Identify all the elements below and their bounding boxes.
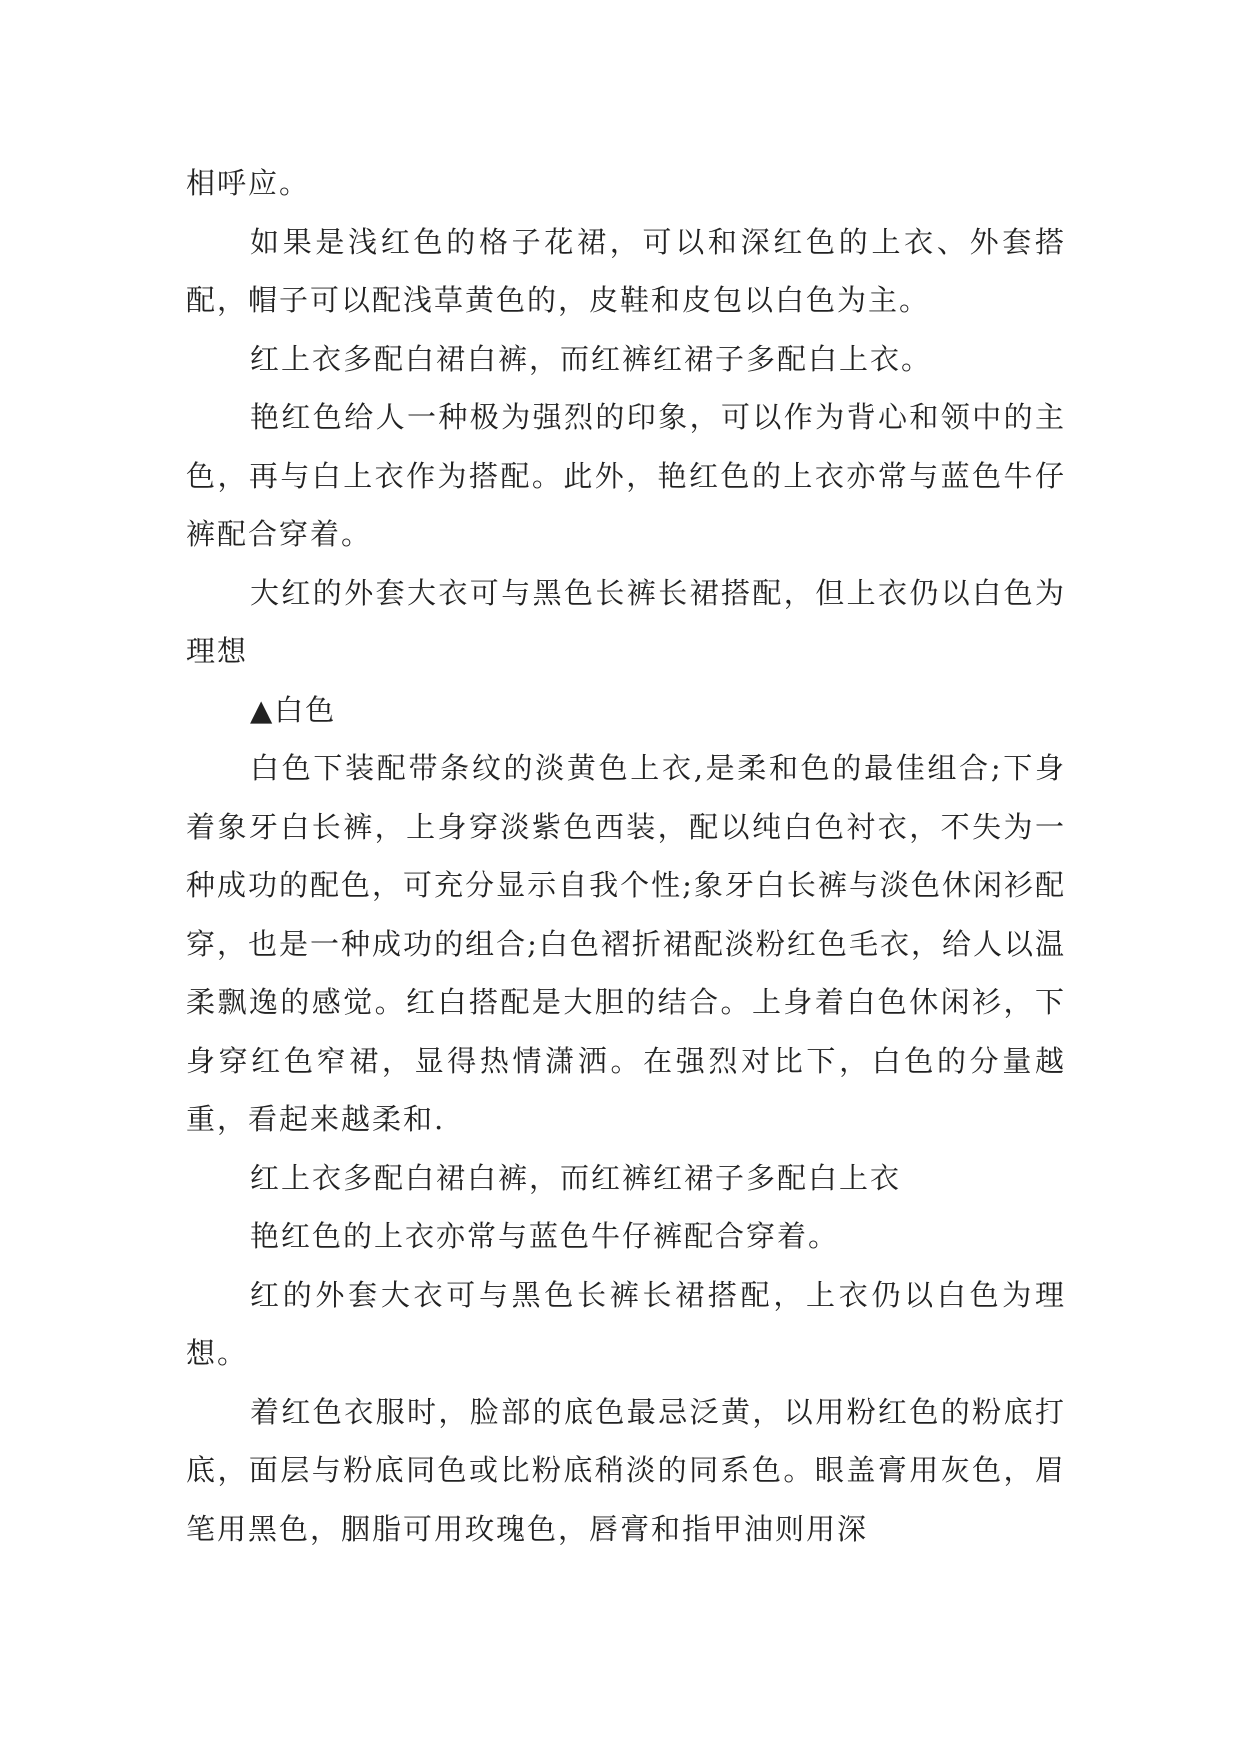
paragraph: 着红色衣服时，脸部的底色最忌泛黄，以用粉红色的粉底打底，面层与粉底同色或比粉底稍淡的同系色。眼盖膏用灰色，眉笔用黑色，胭脂可用玫瑰色，唇膏和指甲油则用深 [186, 1394, 1066, 1546]
section-heading: ▲白色 [250, 692, 337, 727]
paragraph: 红的外套大衣可与黑色长裤长裙搭配，上衣仍以白色为理想。 [186, 1277, 1066, 1370]
paragraph: 艳红色的上衣亦常与蓝色牛仔裤配合穿着。 [250, 1219, 840, 1253]
paragraph: 艳红色给人一种极为强烈的印象，可以作为背心和领中的主色，再与白上衣作为搭配。此外，艳红色的上衣亦常与蓝色牛仔裤配合穿着。 [186, 400, 1066, 551]
paragraph: 红上衣多配白裙白裤，而红裤红裙子多配白上衣。 [250, 341, 933, 376]
paragraph: 相呼应。 [186, 166, 311, 200]
paragraph: 如果是浅红色的格子花裙，可以和深红色的上衣、外套搭配，帽子可以配浅草黄色的，皮鞋和皮包以白色为主。 [186, 224, 1066, 317]
paragraph: 大红的外套大衣可与黑色长裤长裙搭配，但上衣仍以白色为理想 [186, 575, 1066, 668]
paragraph: 白色下装配带条纹的淡黄色上衣,是柔和色的最佳组合;下身着象牙白长裤，上身穿淡紫色西装，配以纯白色衬衣，不失为一种成功的配色，可充分显示自我个性;象牙白长裤与淡色休闲衫配穿，也是一种成功的组合;白色褶折裙配淡粉红色毛衣，给人以温柔飘逸的感觉。红白搭配是大胆的结合。上身着白色休闲衫，下身穿红色窄裙，显得热情潇洒。在强烈对比下，白色的分量越重，看起来越柔和. [186, 751, 1066, 1136]
document-body [186, 154, 1066, 1558]
paragraph: 红上衣多配白裙白裤，而红裤红裙子多配白上衣 [250, 1160, 902, 1195]
